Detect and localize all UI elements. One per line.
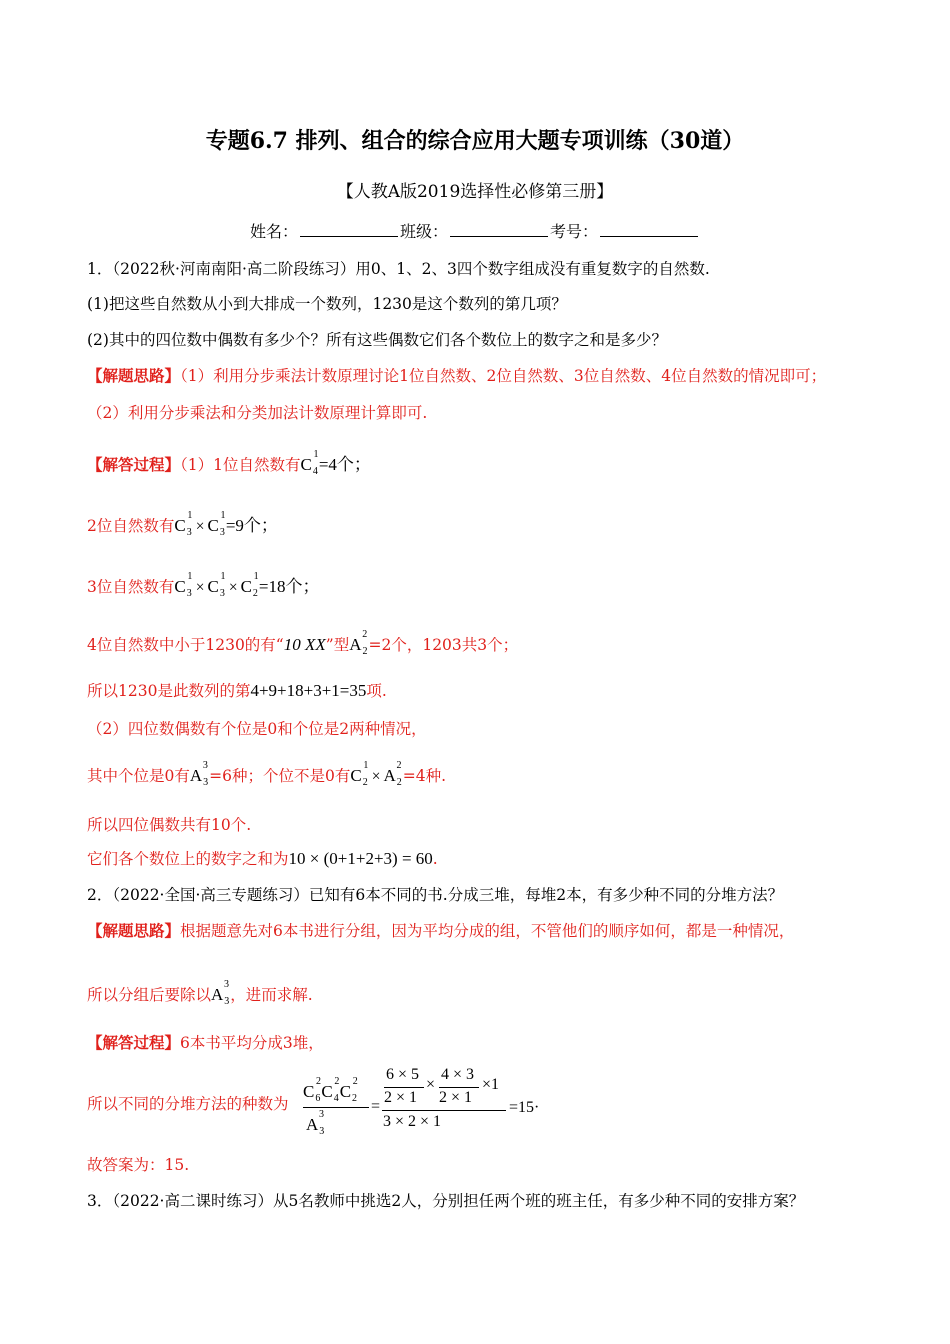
q1-proc-line4 <box>87 629 519 657</box>
q1-proc-line1 <box>87 450 371 477</box>
proc-value: =9个； <box>225 516 278 535</box>
frac1-bar <box>384 1087 424 1088</box>
combination-c31: C 1 $_3$ <box>174 510 193 538</box>
q1-proc-line6: （2）四位数偶数有个位是0和个位是2两种情况， <box>87 720 427 738</box>
proc-text: 2位自然数有 <box>87 517 175 535</box>
combination-c62: C 2 $_6$ <box>303 1076 321 1104</box>
proc-text: 4位自然数中小于1230的有“ <box>87 636 284 654</box>
combination-c22: C 2 $_2$ <box>339 1076 358 1104</box>
arrangement-a22: A 2 $_2$ <box>383 760 402 788</box>
proc-text: =4种. <box>402 767 447 785</box>
equals-sign: = <box>371 1098 381 1115</box>
name-blank[interactable] <box>300 222 398 237</box>
times-sign: × <box>228 579 238 596</box>
frac1-denominator: 2 × 1 <box>384 1089 418 1106</box>
combination-c21: C 1 $_2$ <box>240 571 259 599</box>
page-subtitle: 【人教A版2019选择性必修第三册】 <box>336 182 614 202</box>
q1-proc-line2 <box>87 511 278 538</box>
frac2-denominator: 2 × 1 <box>439 1089 473 1106</box>
sum-formula: 4+9+18+3+1=35 <box>250 681 367 700</box>
proc-text: ”型 <box>325 636 350 654</box>
formula-denominator-left <box>306 1109 325 1137</box>
idea-text: 所以分组后要除以 <box>87 986 212 1004</box>
digit-sum-formula: 10 × (0+1+2+3) = 60 <box>288 849 433 868</box>
proc-text: 它们各个数位上的数字之和为 <box>87 850 289 868</box>
combination-c41: C 1 $_4$ <box>300 449 319 477</box>
name-label: 姓名： <box>249 222 298 241</box>
proc-label: 【解答过程】 <box>87 455 181 474</box>
q2-proc <box>87 1031 324 1053</box>
proc-text: 3位自然数有 <box>87 578 175 596</box>
frac1-numerator: 6 × 5 <box>386 1066 420 1083</box>
combination-c21: C 1 $_2$ <box>350 760 369 788</box>
proc-text: . <box>432 850 438 868</box>
pattern-10xx: 10 XX <box>283 635 326 654</box>
exam-label: 考号： <box>550 222 599 241</box>
frac2-bar <box>439 1087 479 1088</box>
times-sign: × <box>371 768 381 785</box>
proc-label: 【解答过程】 <box>87 1033 181 1052</box>
formula-numerator-left <box>303 1076 358 1104</box>
q1-proc-line9 <box>87 847 438 869</box>
frac2-numerator: 4 × 3 <box>441 1066 475 1083</box>
idea-text: ，进而求解. <box>230 986 313 1004</box>
student-info-row <box>0 219 950 242</box>
q2-idea-line2 <box>87 979 313 1007</box>
q1-idea-line2: （2）利用分步乘法和分类加法计数原理计算即可. <box>87 404 428 422</box>
formula-result: =15· <box>509 1099 540 1116</box>
combination-c31: C 1 $_3$ <box>207 571 226 599</box>
arrangement-a33: A 3 $_3$ <box>189 760 209 788</box>
idea-text: （1）利用分步乘法计数原理讨论1位自然数、2位自然数、3位自然数、4位自然数的情况即可； <box>180 367 827 385</box>
fraction-bar-main <box>382 1110 506 1111</box>
q2-proc-line2: 所以不同的分堆方法的种数为 <box>87 1095 289 1113</box>
q1-proc-line8: 所以四位偶数共有10个. <box>87 816 252 834</box>
proc-text: 项. <box>366 682 387 700</box>
proc-value: =18个； <box>258 577 320 596</box>
q1-proc-line3 <box>87 572 320 599</box>
proc-text: 6本书平均分成3堆， <box>180 1034 324 1052</box>
times-sign: × <box>195 518 205 535</box>
idea-label: 【解题思路】 <box>87 921 181 940</box>
q2-idea <box>87 919 794 941</box>
q3-stem: 3．（2022·高二课时练习）从5名教师中挑选2人，分别担任两个班的班主任，有多少种不同的安排方案？ <box>87 1192 805 1210</box>
times-one: ×1 <box>482 1076 500 1093</box>
proc-text: （1）1位自然数有 <box>180 456 301 474</box>
proc-text: 其中个位是0有 <box>87 767 190 785</box>
proc-text: =6种；个位不是0有 <box>209 767 351 785</box>
combination-c42: C 2 $_4$ <box>321 1076 340 1104</box>
page-title: 专题6.7 排列、组合的综合应用大题专项训练（30道） <box>205 128 745 154</box>
combination-c31: C 1 $_3$ <box>174 571 193 599</box>
q1-part1: (1)把这些自然数从小到大排成一个数列，1230是这个数列的第几项？ <box>87 295 567 313</box>
proc-value: =4个； <box>318 455 371 474</box>
proc-value: =2个，1203共3个； <box>368 636 519 654</box>
fraction-bar-left <box>303 1107 369 1108</box>
q1-part2: (2)其中的四位数中偶数有多少个？所有这些偶数它们各个数位上的数字之和是多少？ <box>87 331 667 349</box>
q1-proc-line5 <box>87 679 387 701</box>
class-label: 班级： <box>399 222 448 241</box>
q2-stem: 2．（2022·全国·高三专题练习）已知有6本不同的书.分成三堆，每堆2本，有多少种不同的分堆方法？ <box>87 886 784 904</box>
q2-answer: 故答案为：15. <box>87 1156 190 1174</box>
arrangement-a22: A 2 $_2$ <box>349 629 368 657</box>
proc-text: 所以1230是此数列的第 <box>87 682 251 700</box>
idea-text: 根据题意先对6本书进行分组，因为平均分成的组，不管他们的顺序如何，都是一种情况， <box>180 922 795 940</box>
q1-stem: 1．（2022秋·河南南阳·高二阶段练习）用0、1、2、3四个数字组成没有重复数字的自然数. <box>87 260 710 278</box>
main-denominator: 3 × 2 × 1 <box>383 1113 442 1130</box>
q1-proc-line7 <box>87 760 447 788</box>
class-blank[interactable] <box>450 222 548 237</box>
times-sign: × <box>426 1076 436 1093</box>
times-sign: × <box>195 579 205 596</box>
idea-label: 【解题思路】 <box>87 366 181 385</box>
arrangement-a33: A 3 $_3$ <box>211 979 230 1007</box>
arrangement-a33: A 3 $_3$ <box>306 1109 325 1137</box>
combination-c31: C 1 $_3$ <box>207 510 226 538</box>
exam-blank[interactable] <box>600 222 698 237</box>
q1-idea <box>87 364 826 386</box>
